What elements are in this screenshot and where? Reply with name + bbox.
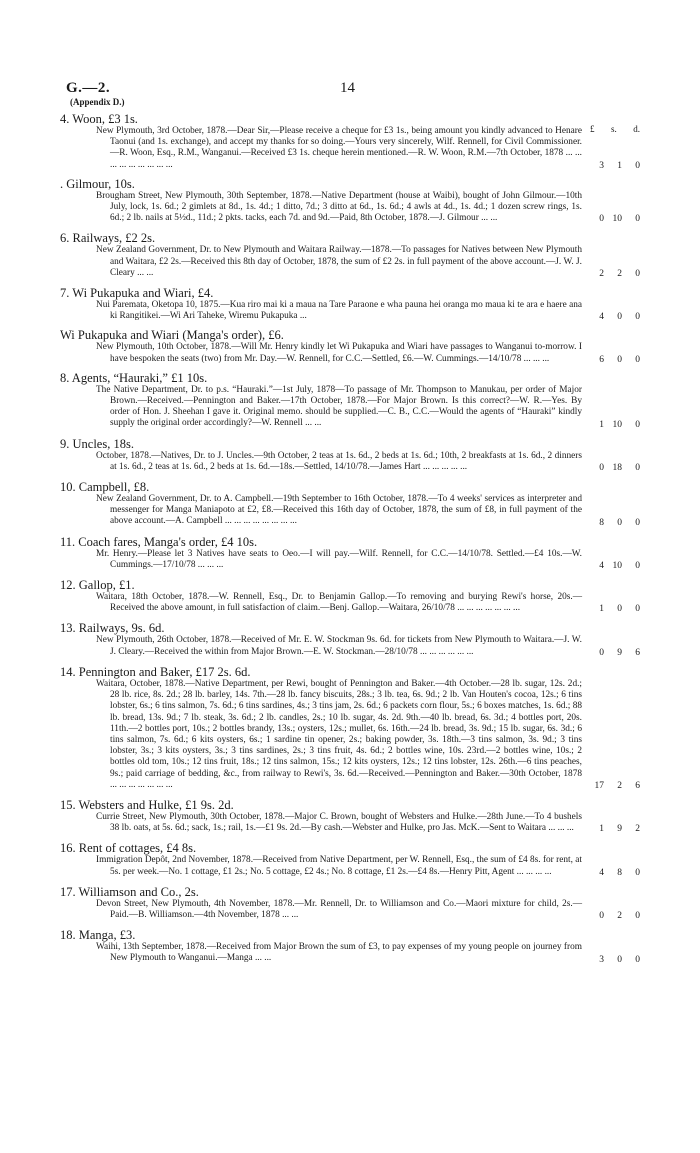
amount-shillings: 0 xyxy=(617,312,622,323)
voucher-entry xyxy=(60,328,640,364)
amount-shillings: 2 xyxy=(617,911,622,922)
amount-pounds: 0 xyxy=(599,911,604,922)
voucher-entry xyxy=(60,231,640,279)
entry-title: 8. Agents, “Hauraki,” £1 10s. xyxy=(60,370,208,385)
amount-pounds: 17 xyxy=(594,780,604,791)
amount-pence: 0 xyxy=(635,312,640,323)
amount-pounds: 1 xyxy=(599,419,604,430)
entry-body: New Plymouth, 26th October, 1878.—Received of Mr. E. W. Stockman 9s. 6d. for tickets from New Plymouth to Waitara.—J. W. J. Cleary.—Received the within from Major Brown.—E. W. Stockman.—28/10/78 ... ... ... ... ... ... xyxy=(96,635,582,657)
voucher-entry xyxy=(60,621,640,657)
voucher-entry xyxy=(60,480,640,528)
voucher-entry xyxy=(60,371,640,430)
voucher-entry xyxy=(60,885,640,921)
pence-head: d. xyxy=(633,124,640,134)
amount-pence: 0 xyxy=(635,517,640,528)
entry-amount xyxy=(588,463,640,473)
entry-amount xyxy=(588,355,640,365)
amount-pounds: 4 xyxy=(599,867,604,878)
amount-pounds: 0 xyxy=(599,647,604,658)
amount-shillings: 9 xyxy=(617,824,622,835)
entry-title: 17. Williamson and Co., 2s. xyxy=(60,884,199,899)
voucher-entry xyxy=(60,841,640,877)
entry-amount xyxy=(588,269,640,279)
entry-title: 16. Rent of cottages, £4 8s. xyxy=(60,841,197,856)
amount-pence: 0 xyxy=(635,604,640,615)
amount-pounds: 4 xyxy=(599,561,604,572)
entry-amount xyxy=(588,868,640,878)
amount-shillings: 2 xyxy=(617,780,622,791)
amount-shillings: 0 xyxy=(617,954,622,965)
voucher-entry xyxy=(60,578,640,614)
amount-pence: 6 xyxy=(635,647,640,658)
amount-pence: 0 xyxy=(635,269,640,280)
entry-amount xyxy=(588,781,640,791)
amount-shillings: 0 xyxy=(617,604,622,615)
entry-amount xyxy=(588,312,640,322)
entry-amount xyxy=(588,955,640,965)
amount-shillings: 10 xyxy=(612,419,622,430)
entry-body: Waitara, 18th October, 1878.—W. Rennell, Esq., Dr. to Benjamin Gallop.—To removing and burying Rewi's horse, 20s.—Received the above amount, in full satisfaction of claim.—Benj. Gallop.—Waitara, 26/10/78 ... ... ... ... ... ... ... xyxy=(96,592,582,614)
entry-body: Brougham Street, New Plymouth, 30th September, 1878.—Native Department (house at Waibi), bought of John Gilmour.—10th July, lock, 1s. 6d.; 2 gimlets at 8d., 1s. 4d.; 1 ditto, 7d.; 3 ditto at 6d., 1s. 6d.; 4 awls at 4d., 1s. 4d.; 1 dozen screw rings, 1s. 6d.; 2 lb. nails at 5½d., 11d.; 2 pkts. tacks, each 7d. and 9d.—Paid, 8th October, 1878.—J. Gilmour ... ... xyxy=(96,190,582,224)
amount-shillings: 1 xyxy=(617,160,622,171)
entry-title: 18. Manga, £3. xyxy=(60,928,136,943)
entry-amount xyxy=(588,161,640,171)
entry-amount xyxy=(588,604,640,614)
voucher-list xyxy=(60,112,640,971)
header-appendix: (Appendix D.) xyxy=(70,97,125,107)
entry-body: New Plymouth, 10th October, 1878.—Will Mr. Henry kindly let Wi Pukapuka and Wiari have passages to Wanganui to-morrow. I have bespoken the seats (two) from Mr. Day.—W. Rennell, for C.C.—Settled, £6.—W. Cummings.—14/10/78 ... ... ... xyxy=(96,342,582,364)
shillings-head: s. xyxy=(610,124,617,134)
entry-title: 15. Websters and Hulke, £1 9s. 2d. xyxy=(60,797,234,812)
amount-shillings: 18 xyxy=(612,463,622,474)
amount-pounds: 4 xyxy=(599,312,604,323)
amount-pence: 0 xyxy=(635,419,640,430)
entry-title: . Gilmour, 10s. xyxy=(60,176,135,191)
entry-amount xyxy=(588,824,640,834)
amount-pence: 6 xyxy=(635,780,640,791)
entry-title: 10. Campbell, £8. xyxy=(60,480,150,495)
amount-shillings: 2 xyxy=(617,269,622,280)
amount-shillings: 10 xyxy=(612,561,622,572)
entry-title: 6. Railways, £2 2s. xyxy=(60,231,156,246)
voucher-entry xyxy=(60,928,640,964)
voucher-entry xyxy=(60,665,640,791)
voucher-entry xyxy=(60,535,640,571)
entry-title: Wi Pukapuka and Wiari (Manga's order), £6. xyxy=(60,328,284,343)
entry-body: Immigration Depôt, 2nd November, 1878.—Received from Native Department, per W. Rennell, Esq., the sum of £4 8s. for rent, at 5s. per week.—No. 1 cottage, £1 2s.; No. 5 cottage, £2 4s.; No. 8 cottage, £1 2s.—£4 8s.—Henry Pitt, Agent ... ... ... ... xyxy=(96,855,582,877)
entry-body: New Plymouth, 3rd October, 1878.—Dear Sir,—Please receive a cheque for £3 1s., being amount you kindly advanced to Henare Taonui (and 1s. exchange), and accept my thanks for so doing.—Yours very sincerely, Wilf. Rennell, for Civil Commissioner.—R. Woon, Esq., R.M., Wanganui.—Received £3 1s. cheque herein mentioned.—R. W. Woon, R.M.—7th October, 1878 ... ... ... ... ... ... ... ... ... xyxy=(96,126,582,170)
amount-pounds: 6 xyxy=(599,354,604,365)
amount-pounds: 8 xyxy=(599,517,604,528)
entry-title: 9. Uncles, 18s. xyxy=(60,436,134,451)
entry-body: Devon Street, New Plymouth, 4th November, 1878.—Mr. Rennell, Dr. to Williamson and Co.—Maori mixture for child, 2s.—Paid.—B. Williamson.—4th November, 1878 ... ... xyxy=(96,898,582,920)
page-number: 14 xyxy=(340,80,355,96)
amount-pence: 0 xyxy=(635,561,640,572)
amount-shillings: 10 xyxy=(612,214,622,225)
amount-pounds: 1 xyxy=(599,824,604,835)
entry-body: Waitara, October, 1878.—Native Department, per Rewi, bought of Pennington and Baker.—4th October.—28 lb. sugar, 12s. 2d.; 28 lb. rice, 8s. 2d.; 28 lb. barley, 14s. 7th.—28 lb. fancy biscuits, 28s.; 3 lb. tea, 6s. 9d.; 2 lb. Van Houten's cocoa, 12s.; 6 tins lobster, 6s.; 6 tins salmon, 7s. 6d.; 6 tins sardines, 4s.; 3 tins jam, 2s. 6d.; 6 packets corn flour, 5s.; 6 boxes matches, 1s. 6d.; 88 lb. bread, 13s. 9d.; 7 lb. steak, 3s. 6d.; 2 lb. candles, 2s.; 10 lb. sugar, 4s. 2d. 9th.—40 lb. bread, 6s. 3d.; 4 bottles port, 20s. 11th.—2 bottles port, 10s.; 2 bottles brandy, 13s.; oysters, 12s.; mullet, 6s. 16th.—24 lb. bread, 3s. 9d.; 15 lb. sugar, 6s. 3d.; 6 tins salmon, 7s. 6d.; 6 kits oysters, 6s.; 1 sardine tin opener, 2s.; baking powder, 3s. 18th.—3 tins salmon, 3s. 9d.; 3 tins lobster, 3s.; 3 kits oysters, 3s.; 3 tins sardines, 2s.; 3 tins fruit, 4s. 6d.; 2 bottles wine, 10s. 23rd.—2 bottles wine, 10s.; 2 bottles old tom, 10s.; 12 tins fruit, 18s.; 12 tins salmon, 15s.; 12 kits oysters, 12s.; 12 tins lobster, 12s. 26th.—6 tins peaches, 9s.; paid carriage of bedding, &c., from railway to Rewi's, 3s. 6d.—Received.—Pennington and Baker.—30th October, 1878 ... ... ... ... ... ... ... xyxy=(96,678,582,790)
entry-body: Waihi, 13th September, 1878.—Received from Major Brown the sum of £3, to pay expenses of my young people on journey from New Plymouth to Wanganui.—Manga ... ... xyxy=(96,942,582,964)
header-ref: G.—2. xyxy=(66,80,111,96)
amount-pounds: 0 xyxy=(599,214,604,225)
amount-pounds: 0 xyxy=(599,463,604,474)
entry-amount xyxy=(588,648,640,658)
entry-title: 13. Railways, 9s. 6d. xyxy=(60,621,165,636)
entry-title: 14. Pennington and Baker, £17 2s. 6d. xyxy=(60,664,251,679)
entry-title: 7. Wi Pukapuka and Wiari, £4. xyxy=(60,286,214,301)
amount-pence: 0 xyxy=(635,354,640,365)
amount-pounds: 2 xyxy=(599,269,604,280)
amount-shillings: 0 xyxy=(617,354,622,365)
voucher-entry xyxy=(60,177,640,225)
amount-pence: 2 xyxy=(635,824,640,835)
entry-title: 4. Woon, £3 1s. xyxy=(60,112,138,126)
amount-pence: 0 xyxy=(635,214,640,225)
entry-body: Mr. Henry.—Please let 3 Natives have seats to Oeo.—I will pay.—Wilf. Rennell, for C.C.—14/10/78. Settled.—£4 10s.—W. Cummings.—17/10/78 ... ... ... xyxy=(96,548,582,570)
amount-pence: 0 xyxy=(635,911,640,922)
amount-pounds: 1 xyxy=(599,604,604,615)
amount-shillings: 0 xyxy=(617,517,622,528)
entry-body: Currie Street, New Plymouth, 30th October, 1878.—Major C. Brown, bought of Websters and Hulke.—28th June.—To 4 bushels 38 lb. oats, at 5s. 6d.; sack, 1s.; rail, 1s.—£1 9s. 2d.—By cash.—Webster and Hulke, pro Jas. McK.—Sent to Waitara ... ... ... xyxy=(96,811,582,834)
amount-pence: 0 xyxy=(635,463,640,474)
amount-pence: 0 xyxy=(635,954,640,965)
amount-shillings: 8 xyxy=(617,867,622,878)
voucher-entry xyxy=(60,437,640,473)
entry-title: 11. Coach fares, Manga's order, £4 10s. xyxy=(60,534,258,549)
pounds-head: £ xyxy=(590,124,595,134)
entry-body: October, 1878.—Natives, Dr. to J. Uncles.—9th October, 2 teas at 1s. 6d., 2 beds at 1s. 6d.; 10th, 2 breakfasts at 1s. 6d., 2 dinners at 1s. 6d., 2 teas at 1s. 6d., 2 beds at 1s. 6d.—18s.—Settled, 14/10/78.—James Hart ... ... ... ... ... xyxy=(96,450,582,472)
amount-pence: 0 xyxy=(635,867,640,878)
amount-pounds: 3 xyxy=(599,160,604,171)
amount-pence: 0 xyxy=(635,160,640,171)
amount-shillings: 9 xyxy=(617,647,622,658)
voucher-entry xyxy=(60,798,640,834)
voucher-entry xyxy=(60,112,640,171)
entry-body: The Native Department, Dr. to p.s. “Hauraki.”—1st July, 1878—To passage of Mr. Thompson to Manukau, per order of Major Brown.—Received.—Pennington and Baker.—17th October, 1878.—For Major Brown. Is this correct?—W. R.—Yes. By order of Hon. J. Sheehan I gave it. Original memo. should be supplied.—C. B., C.C.—Would the agents of “Hauraki” kindly supply the original order accordingly?—W. Rennell ... ... xyxy=(96,384,582,429)
entry-amount xyxy=(588,561,640,571)
amount-pounds: 3 xyxy=(599,954,604,965)
entry-amount xyxy=(588,518,640,528)
entry-title: 12. Gallop, £1. xyxy=(60,578,135,593)
entry-amount xyxy=(588,911,640,921)
entry-body: Nui Paremata, Oketopa 10, 1875.—Kua riro mai ki a maua na Tare Paraone e wha pauna hei oranga mo maua ki te ara e haere ana ki Rangitikei.—Wi Ari Taheke, Wiremu Pukapuka ... xyxy=(96,300,582,322)
entry-body: New Zealand Government, Dr. to A. Campbell.—19th September to 16th October, 1878.—To 4 weeks' services as interpreter and messenger for Manga Maniapoto at £2, £8.—Received this 16th day of October, 1878, the sum of £8, in full payment of the above account.—A. Campbell ... ... ... ... ... ... ... ... xyxy=(96,494,582,527)
entry-amount xyxy=(588,214,640,224)
voucher-entry xyxy=(60,286,640,322)
entry-body: New Zealand Government, Dr. to New Plymouth and Waitara Railway.—1878.—To passages for Natives between New Plymouth and Waitara, £2 2s.—Received this 8th day of October, 1878, the sum of £2 2s. in full payment of the above account.—J. W. J. Cleary ... ... xyxy=(96,245,582,278)
entry-amount xyxy=(588,420,640,430)
